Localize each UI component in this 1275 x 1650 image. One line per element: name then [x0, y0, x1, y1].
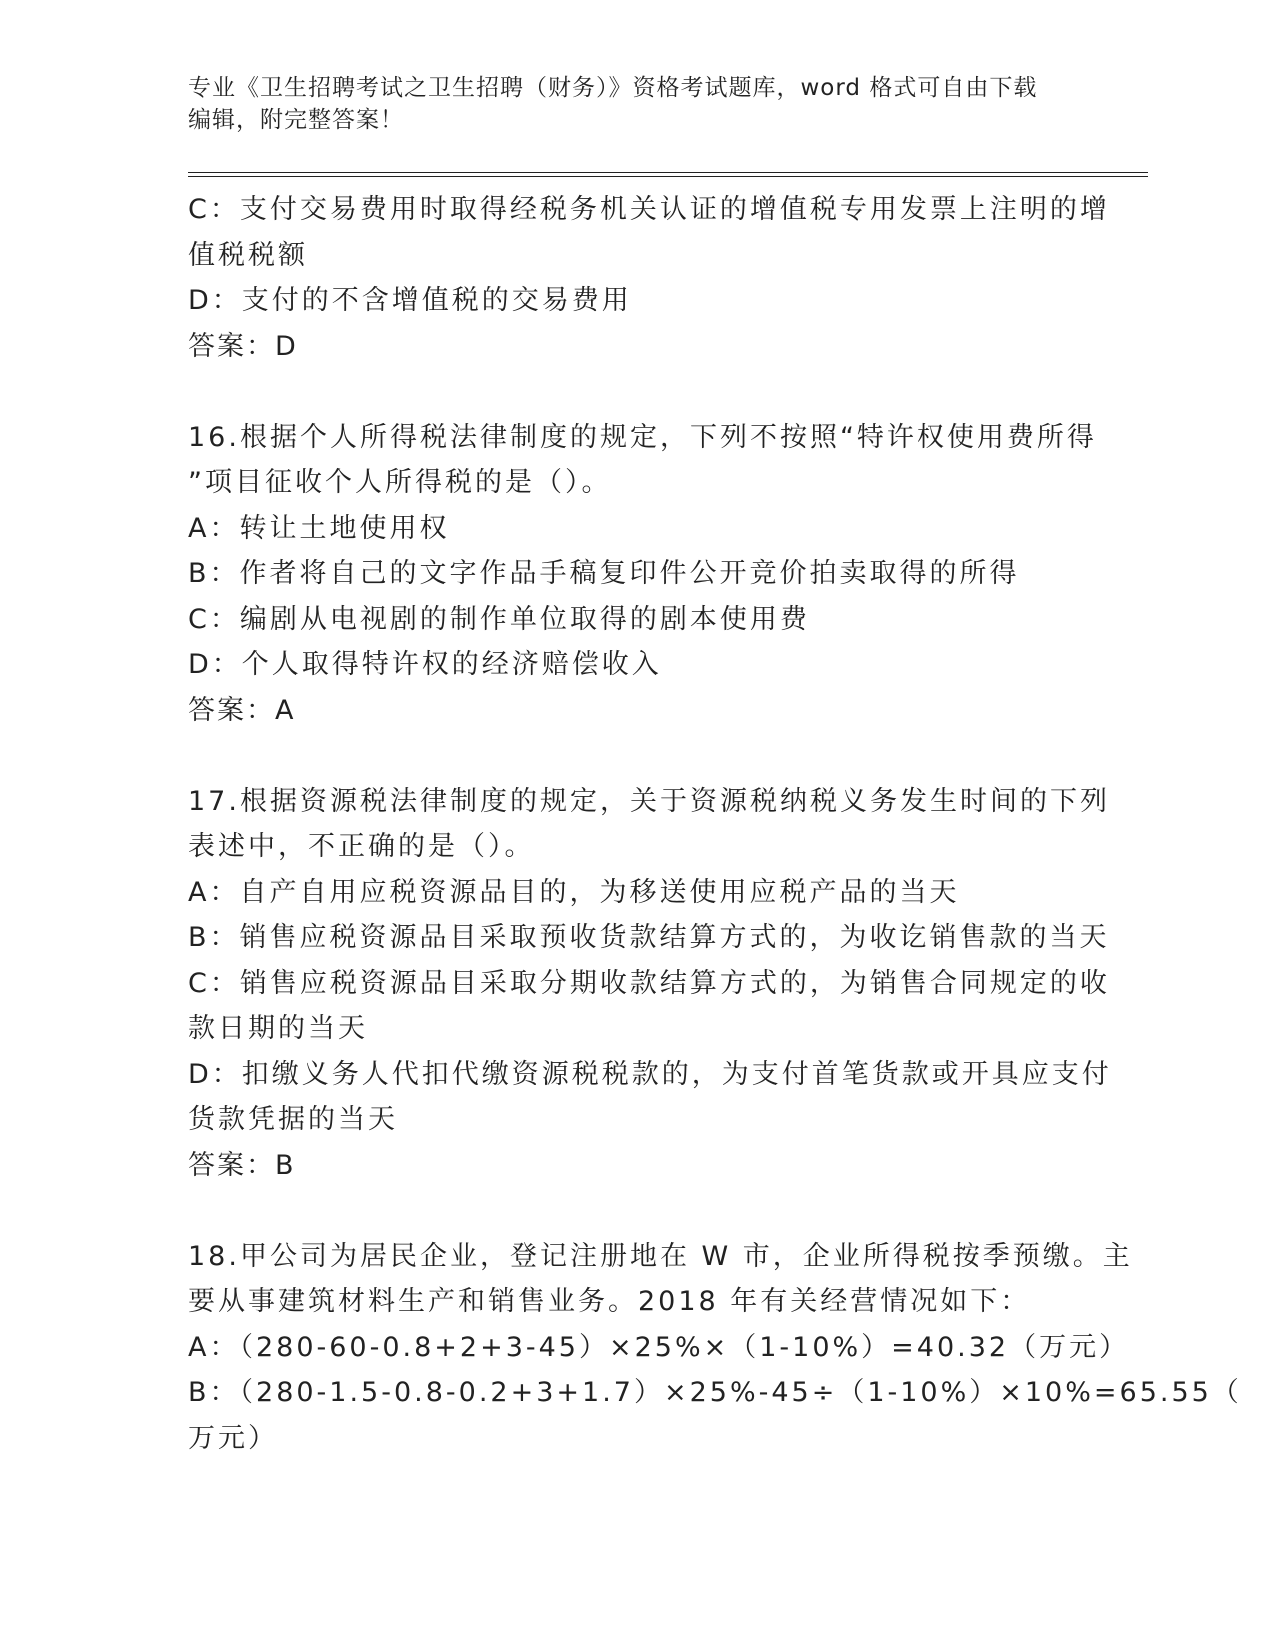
option-a: A：（280-60-0.8+2+3-45）×25%×（1-10%）=40.32（万元） — [188, 1331, 1130, 1363]
option-a: A：自产自用应税资源品目的，为移送使用应税产品的当天 — [188, 876, 960, 908]
question-16 — [188, 415, 1097, 734]
document-body — [188, 187, 1242, 1461]
document-header — [188, 72, 1088, 136]
spacer — [188, 369, 1088, 415]
header-rule-top — [188, 172, 1148, 173]
answer: 答案：D — [188, 330, 298, 362]
answer: 答案：B — [188, 1149, 296, 1181]
option-b-line-1: B：（280-1.5-0.8-0.2+3+1.7）×25%-45÷（1-10%）×10%=65.55（ — [188, 1377, 1242, 1408]
option-c-line-2: 款日期的当天 — [188, 1013, 368, 1044]
option-d-line-2: 货款凭据的当天 — [188, 1104, 398, 1135]
option-c-line-2: 值税税额 — [188, 239, 308, 271]
option-b: B：销售应税资源品目采取预收货款结算方式的，为收讫销售款的当天 — [188, 922, 1110, 953]
question-stem-line-1: 16.根据个人所得税法律制度的规定，下列不按照“特许权使用费所得 — [188, 421, 1097, 453]
header-line-2: 编辑，附完整答案！ — [188, 107, 404, 133]
header-line-1: 专业《卫生招聘考试之卫生招聘（财务）》资格考试题库，word 格式可自由下载 — [188, 75, 1038, 101]
option-c: C：编剧从电视剧的制作单位取得的剧本使用费 — [188, 603, 810, 635]
question-stem-line-2: 表述中，不正确的是（）。 — [188, 831, 535, 862]
header-rule-bottom — [188, 176, 1148, 177]
question-stem-line-1: 17.根据资源税法律制度的规定，关于资源税纳税义务发生时间的下列 — [188, 785, 1110, 817]
option-d-line-1: D：扣缴义务人代扣代缴资源税税款的，为支付首笔货款或开具应支付 — [188, 1058, 1112, 1090]
question-15-tail — [188, 187, 1110, 369]
question-17 — [188, 779, 1112, 1189]
answer: 答案：A — [188, 694, 296, 726]
option-c-line-1: C：支付交易费用时取得经税务机关认证的增值税专用发票上注明的增 — [188, 194, 1110, 225]
spacer — [188, 733, 1088, 779]
option-c-line-1: C：销售应税资源品目采取分期收款结算方式的，为销售合同规定的收 — [188, 967, 1110, 999]
question-stem-line-2: ”项目征收个人所得税的是（）。 — [188, 467, 612, 498]
question-stem-line-2: 要从事建筑材料生产和销售业务。2018 年有关经营情况如下： — [188, 1286, 1031, 1317]
option-b: B：作者将自己的文字作品手稿复印件公开竞价拍卖取得的所得 — [188, 558, 1020, 589]
question-18 — [188, 1234, 1242, 1462]
spacer — [188, 1188, 1088, 1234]
option-d: D：个人取得特许权的经济赔偿收入 — [188, 649, 662, 680]
option-d: D：支付的不含增值税的交易费用 — [188, 285, 632, 316]
question-stem-line-1: 18.甲公司为居民企业，登记注册地在 W 市，企业所得税按季预缴。主 — [188, 1240, 1133, 1272]
option-b-line-2: 万元） — [188, 1422, 278, 1454]
option-a: A：转让土地使用权 — [188, 512, 450, 544]
